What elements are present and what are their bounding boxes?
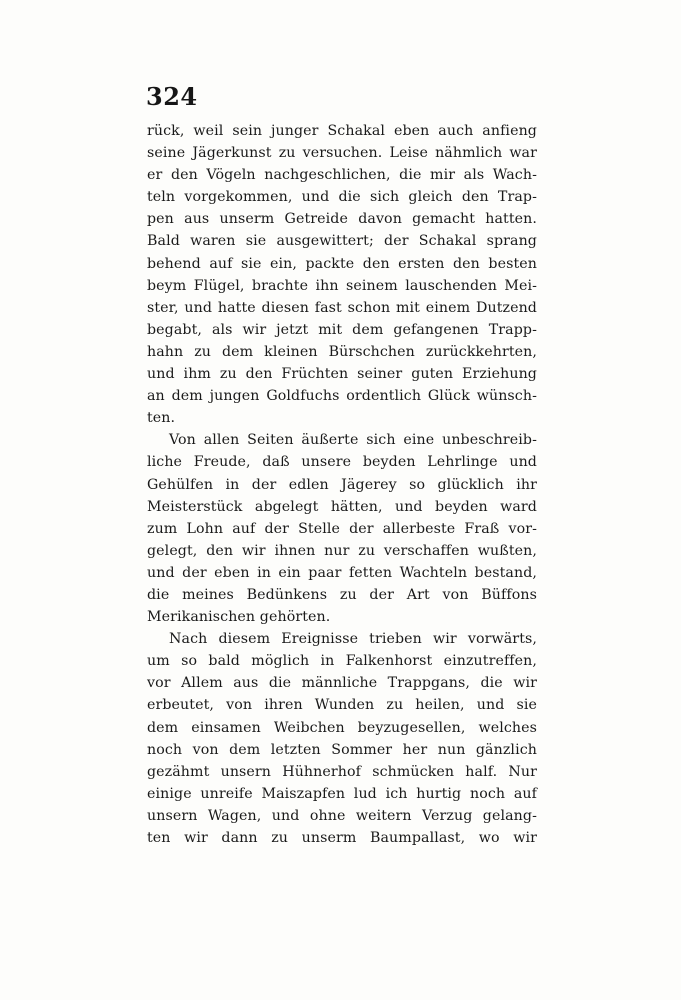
- text-line: um so bald möglich in Falkenhorst einzutreffen,: [147, 653, 537, 670]
- text-line: behend auf sie ein, packte den ersten den besten: [147, 255, 537, 272]
- text-line: beym Flügel, brachte ihn seinem lauschenden Mei-: [147, 277, 537, 294]
- page-number: 324: [146, 82, 198, 111]
- text-line: gezähmt unsern Hühnerhof schmücken half. Nur: [147, 763, 537, 780]
- text-line: teln vorgekommen, und die sich gleich den Trap-: [147, 189, 537, 206]
- text-line: Meisterstück abgelegt hätten, und beyden ward: [147, 498, 537, 515]
- text-line: vor Allem aus die männliche Trappgans, die wir: [147, 675, 537, 692]
- text-line: gelegt, den wir ihnen nur zu verschaffen wußten,: [147, 542, 537, 559]
- text-line: ten.: [147, 410, 176, 427]
- text-line: Nach diesem Ereignisse trieben wir vorwärts,: [169, 631, 537, 648]
- text-line: dem einsamen Weibchen beyzugesellen, welches: [147, 719, 537, 736]
- text-line: begabt, als wir jetzt mit dem gefangenen Trapp-: [147, 321, 537, 338]
- text-line: er den Vögeln nachgeschlichen, die mir als Wach-: [147, 167, 537, 184]
- body-text: [147, 120, 537, 849]
- text-line: die meines Bedünkens zu der Art von Büffons: [147, 586, 537, 603]
- text-line: zum Lohn auf der Stelle der allerbeste Fraß vor-: [147, 520, 537, 537]
- text-line: und ihm zu den Früchten seiner guten Erziehung: [147, 366, 537, 383]
- text-line: unsern Wagen, und ohne weitern Verzug gelang-: [147, 807, 537, 824]
- text-line: noch von dem letzten Sommer her nun gänzlich: [147, 741, 537, 758]
- text-line: erbeutet, von ihren Wunden zu heilen, und sie: [147, 697, 537, 714]
- text-line: rück, weil sein junger Schakal eben auch anfieng: [147, 123, 537, 139]
- text-line: seine Jägerkunst zu versuchen. Leise nähmlich war: [147, 145, 537, 162]
- text-line: hahn zu dem kleinen Bürschchen zurückkehrten,: [147, 343, 537, 360]
- text-line: liche Freude, daß unsere beyden Lehrlinge und: [147, 454, 537, 471]
- text-line: Gehülfen in der edlen Jägerey so glücklich ihr: [147, 476, 537, 493]
- text-line: Merikanischen gehörten.: [147, 609, 331, 626]
- text-line: ten wir dann zu unserm Baumpallast, wo wir: [147, 830, 537, 846]
- text-line: pen aus unserm Getreide davon gemacht hatten.: [147, 211, 537, 228]
- text-line: einige unreife Maiszapfen lud ich hurtig noch auf: [147, 785, 537, 802]
- text-line: an dem jungen Goldfuchs ordentlich Glück wünsch-: [147, 388, 537, 405]
- text-line: und der eben in ein paar fetten Wachteln bestand,: [147, 564, 537, 581]
- text-line: Bald waren sie ausgewittert; der Schakal sprang: [147, 233, 537, 250]
- text-line: Von allen Seiten äußerte sich eine unbeschreib-: [169, 432, 537, 449]
- text-line: ster, und hatte diesen fast schon mit einem Dutzend: [147, 299, 537, 316]
